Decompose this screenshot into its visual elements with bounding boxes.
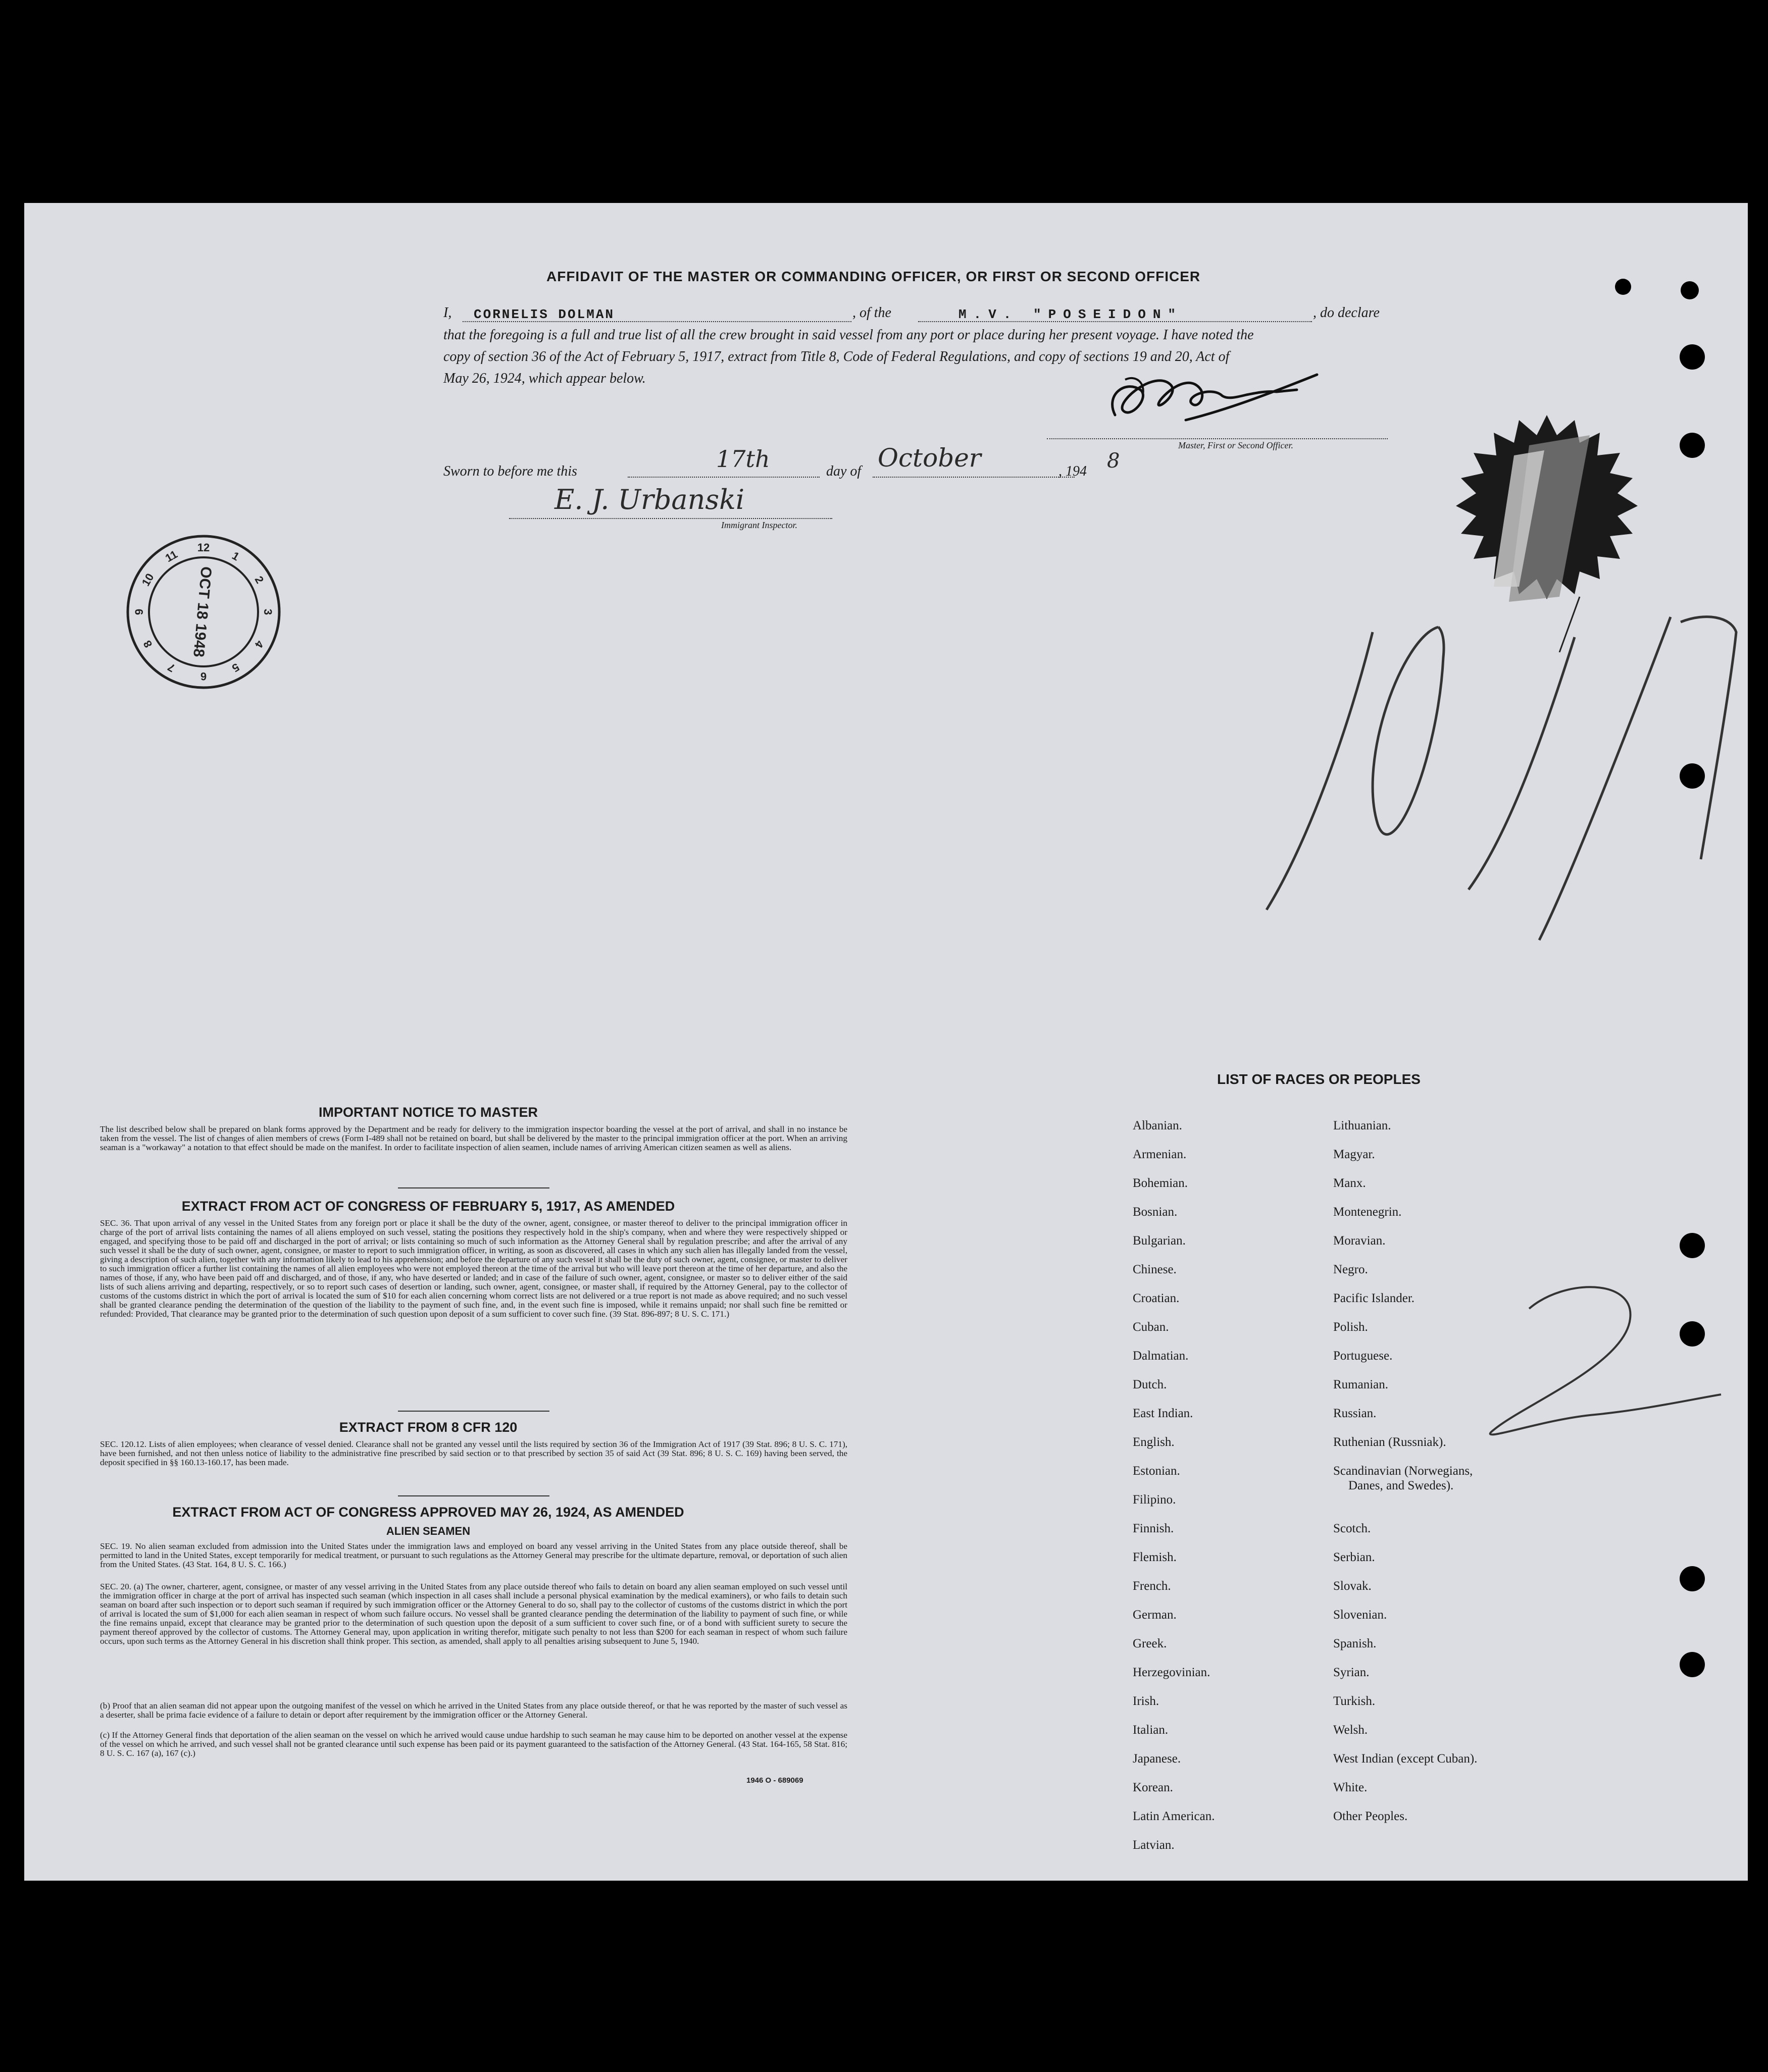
race-item: Welsh. [1333,1723,1368,1737]
race-item: Scandinavian (Norwegians, [1333,1464,1473,1478]
master-signature [1095,359,1347,435]
vessel-name: M.V. "POSEIDON" [958,307,1183,322]
punch-hole [1681,281,1699,299]
svg-text:1: 1 [230,549,242,563]
divider [398,1495,549,1496]
svg-text:12: 12 [197,541,210,554]
print-code: 1946 O - 689069 [746,1776,803,1785]
race-item: Finnish. [1133,1522,1174,1535]
master-signature-line [1047,438,1388,439]
document-page [24,203,1748,1881]
race-item: Rumanian. [1333,1378,1389,1391]
race-item: White. [1333,1781,1368,1794]
day-of-label: day of [826,463,862,479]
svg-text:4: 4 [252,638,267,650]
extract-1917-body: SEC. 36. That upon arrival of any vessel in the United States from any foreign port or place it shall be the duty of the owner, agent, consignee, or master thereof to deliver to the principal immigration officer in charge of the port of arrival lists containing the names of all aliens employed on such vessel, stating the positions they respectively hold in the ship's company, when and where they were respectively shipped or engaged, and specifying those to be paid off and discharged in the port of arrival; or lists containing so much of such information as the Attorney General shall by regulation prescribe; and after the arrival of any such vessel it shall be the duty of such owner, agent, consignee, or master to report to such immigration officer, in writing, as soon as discovered, all cases in which any such alien has illegally landed from the vessel, giving a description of such alien, together with any information likely to lead to his apprehension; and before the departure of any such vessel it shall be the duty of such owner, agent, consignee, or master to deliver to such immigration officer a further list containing the names of all alien employees who were not employed thereon at the time of the arrival but who will leave port thereon at the time of her departure, and also the names of those, if any, who have been paid off and discharged, and of those, if any, who have deserted or landed; and in case of the failure of such owner, agent, consignee, or master so to deliver either of the said lists of such aliens arriving and departing, respectively, or so to report such cases of desertion or landing, such owner, agent, consignee, or master shall, if required by the Attorney General, pay to the collector of customs of the customs district in which the port of arrival is located the sum of $10 for each alien concerning whom correct lists are not delivered or a true report is not made as above required; and no such vessel shall be granted clearance pending the determination of the question of the liability to the payment of such fine, and, in the event such fine is imposed, while it remains unpaid; nor shall such fine be remitted or refunded: Provided, That clearance may be granted prior to the determination of such question upon deposit of a sum sufficient to cover such fine. (39 Stat. 896-897; 8 U. S. C. 171.) [100,1218,847,1319]
inspector-signature-line [509,518,832,519]
affidavit-line-3: copy of section 36 of the Act of February 5, 1917, extract from Title 8, Code of Federal Regulations, and copy of sections 19 and 20, Act of [443,349,1230,365]
race-item: Italian. [1133,1723,1169,1737]
race-item: Slovak. [1333,1579,1372,1593]
race-item: Bohemian. [1133,1176,1188,1190]
race-item: Lithuanian. [1333,1119,1391,1132]
race-item: Montenegrin. [1333,1205,1402,1219]
race-item: German. [1133,1608,1177,1622]
punch-hole [1680,1321,1705,1346]
race-item: Herzegovinian. [1133,1666,1210,1679]
race-item: Filipino. [1133,1493,1176,1507]
punch-hole [1680,433,1705,458]
affidavit-line-4: May 26, 1924, which appear below. [443,371,646,386]
race-item: Magyar. [1333,1148,1375,1161]
svg-text:10: 10 [139,571,157,589]
inspector-signature: E. J. Urbanski [554,484,745,515]
race-item: Bulgarian. [1133,1234,1186,1248]
svg-text:7: 7 [165,660,177,675]
year-handwritten: 8 [1107,449,1120,473]
race-item: Danes, and Swedes). [1348,1479,1454,1492]
races-left-column [1133,1119,1215,1867]
race-item: Greek. [1133,1637,1167,1650]
svg-text:5: 5 [230,660,242,675]
year-prefix: , 194 [1058,463,1087,479]
race-item: Manx. [1333,1176,1366,1190]
race-item: Spanish. [1333,1637,1377,1650]
name-field [463,307,851,322]
extract-1924-sec20a: SEC. 20. (a) The owner, charterer, agent, consignee, or master of any vessel arriving in the United States from any place outside thereof who fails to detain on board any alien seaman employed on such vessel until the immigration officer in charge at the port of arrival has inspected such seaman (which inspection in all cases shall include a personal physical examination by the medical examiners), or who fails to detain such seaman on board after such inspection or to deport such seaman if required by such immigration officer or the Attorney General to do so, shall pay to the collector of customs of the customs district in which the port of arrival is located the sum of $1,000 for each alien seaman in respect of whom such failure occurs. No vessel shall be granted clearance pending the determination of the liability to payment of such fine, or while the fine remains unpaid, except that clearance may be granted prior to the determination of such question upon the deposit of a sum sufficient to cover such fine, or of a bond with sufficient surety to secure the payment thereof approved by the collector of customs. The Attorney General may, upon application in writing therefor, mitigate such penalty to not less than $200 for each seaman in respect of whom such failure occurs, upon such terms as the Attorney General in his discretion shall think proper. This section, as amended, shall apply to all penalties arising subsequent to June 5, 1940. [100,1582,847,1646]
race-item: Slovenian. [1333,1608,1387,1622]
race-item: Pacific Islander. [1333,1291,1415,1305]
affidavit-pre-name: I, [443,305,452,321]
sworn-day: 17th [716,445,770,473]
race-item: Ruthenian (Russniak). [1333,1435,1446,1449]
race-item: Japanese. [1133,1752,1181,1766]
race-item: Moravian. [1333,1234,1386,1248]
race-item: Portuguese. [1333,1349,1393,1363]
race-item: Dutch. [1133,1378,1167,1391]
race-item: Negro. [1333,1263,1368,1276]
race-item: Estonian. [1133,1464,1180,1478]
inspector-caption: Immigrant Inspector. [721,520,797,530]
extract-1924-sec20b: (b) Proof that an alien seaman did not appear upon the outgoing manifest of the vessel on which he arrived in the United States from any place outside thereof, or that he was reported by the master of such vessel as a deserter, shall be prima facie evidence of a failure to detain or deport after requirement by the immigration officer or the Attorney General. [100,1701,847,1720]
race-item: Flemish. [1133,1550,1177,1564]
race-item: Korean. [1133,1781,1173,1794]
sworn-prefix: Sworn to before me this [443,463,577,479]
races-title: LIST OF RACES OR PEOPLES [1217,1071,1421,1087]
date-stamp [123,531,284,693]
race-item: Syrian. [1333,1666,1370,1679]
sworn-month: October [878,443,981,473]
extract-1924-sec20c: (c) If the Attorney General finds that deportation of the alien seaman on the vessel on which he arrived would cause undue hardship to such seaman he may cause him to be deported on another vessel at the expense of the vessel on which he arrived, and such vessel shall not be granted clearance until such expense has been paid or its payment guaranteed to the satisfaction of the Attorney General. (43 Stat. 164-165, 58 Stat. 816; 8 U. S. C. 167 (a), 167 (c).) [100,1730,847,1758]
race-item: Scotch. [1333,1522,1371,1535]
extract-1924-sec19: SEC. 19. No alien seaman excluded from admission into the United States under the immigration laws and employed on board any vessel arriving in the United States from any place outside thereof, shall be permitted to land in the United States, except temporarily for medical treatment, or pursuant to such regulations as the Attorney General may prescribe for the ultimate departure, removal, or deportation of such alien from the United States. (43 Stat. 164, 8 U. S. C. 166.) [100,1541,847,1569]
race-item: Polish. [1333,1320,1368,1334]
race-item: Serbian. [1333,1550,1375,1564]
master-caption: Master, First or Second Officer. [1178,440,1293,450]
extract-cfr-body: SEC. 120.12. Lists of alien employees; when clearance of vessel denied. Clearance shall not be granted any vessel until the lists required by section 36 of the Immigration Act of 1917 (39 Stat. 896; 8 U. S. C. 171), have been furnished, and not then unless notice of liability to the administrative fine prescribed by said section or to that prescribed by section 35 of said Act (39 Stat. 896; 8 U. S. C. 169) having been served, the deposit specified in §§ 160.13-160.17, has been made. [100,1439,847,1467]
do-declare-label: , do declare [1313,305,1380,321]
punch-hole [1680,763,1705,789]
of-the-label: , of the [852,305,891,321]
race-item: Cuban. [1133,1320,1169,1334]
race-item: Russian. [1333,1407,1377,1420]
race-item: Croatian. [1133,1291,1180,1305]
extract-1924-subtitle: ALIEN SEAMEN [386,1525,471,1537]
stamp-date: OCT 18 1948 [190,565,215,658]
race-item: East Indian. [1133,1407,1193,1420]
divider [398,1187,549,1188]
svg-text:9: 9 [133,608,145,615]
race-item: Turkish. [1333,1694,1376,1708]
svg-text:11: 11 [163,547,180,565]
race-item: Latin American. [1133,1809,1215,1823]
punch-hole [1680,1566,1705,1591]
punch-hole [1680,1652,1705,1677]
affidavit-title: AFFIDAVIT OF THE MASTER OR COMMANDING OFFICER, OR FIRST OR SECOND OFFICER [546,269,1201,284]
notice-body: The list described below shall be prepared on blank forms approved by the Department and be ready for delivery to the immigration inspector boarding the vessel at the port of arrival, and shall in no instance be taken from the vessel. The list of changes of alien members of crews (Form I-489 shall not be retained on board, but shall be delivered by the master to the principal immigration officer at the port. When an arriving seaman is a "workaway" a notation to that effect should be made on the manifest. In order to facilitate inspection of alien seamen, include names of arriving American citizen seamen as well as aliens. [100,1124,847,1152]
races-right-column [1333,1119,1477,1838]
race-item: English. [1133,1435,1175,1449]
svg-text:8: 8 [140,638,155,650]
punch-hole [1680,1233,1705,1258]
punch-hole [1615,279,1631,295]
master-name: CORNELIS DOLMAN [474,307,615,322]
race-item: West Indian (except Cuban). [1333,1752,1478,1766]
extract-cfr-title: EXTRACT FROM 8 CFR 120 [339,1420,518,1435]
race-item: Dalmatian. [1133,1349,1189,1363]
svg-text:3: 3 [262,608,274,615]
race-item: Irish. [1133,1694,1159,1708]
extract-1924-title: EXTRACT FROM ACT OF CONGRESS APPROVED MAY 26, 1924, AS AMENDED [172,1505,684,1520]
notice-title: IMPORTANT NOTICE TO MASTER [319,1105,538,1120]
race-item: Bosnian. [1133,1205,1178,1219]
divider [398,1411,549,1412]
race-item: French. [1133,1579,1171,1593]
svg-text:6: 6 [200,670,207,683]
handwritten-mark [1463,1278,1726,1450]
vessel-field [918,307,1312,322]
affidavit-line-2: that the foregoing is a full and true list of all the crew brought in said vessel from any port or place during her present voyage. I have noted the [443,327,1254,343]
race-item: Latvian. [1133,1838,1175,1852]
race-item: Chinese. [1133,1263,1177,1276]
punch-hole [1680,344,1705,370]
race-item: Other Peoples. [1333,1809,1408,1823]
svg-text:2: 2 [252,574,267,586]
handwritten-page-number [1226,607,1746,1137]
extract-1917-title: EXTRACT FROM ACT OF CONGRESS OF FEBRUARY 5, 1917, AS AMENDED [181,1199,675,1214]
race-item: Albanian. [1133,1119,1182,1132]
race-item: Armenian. [1133,1148,1187,1161]
